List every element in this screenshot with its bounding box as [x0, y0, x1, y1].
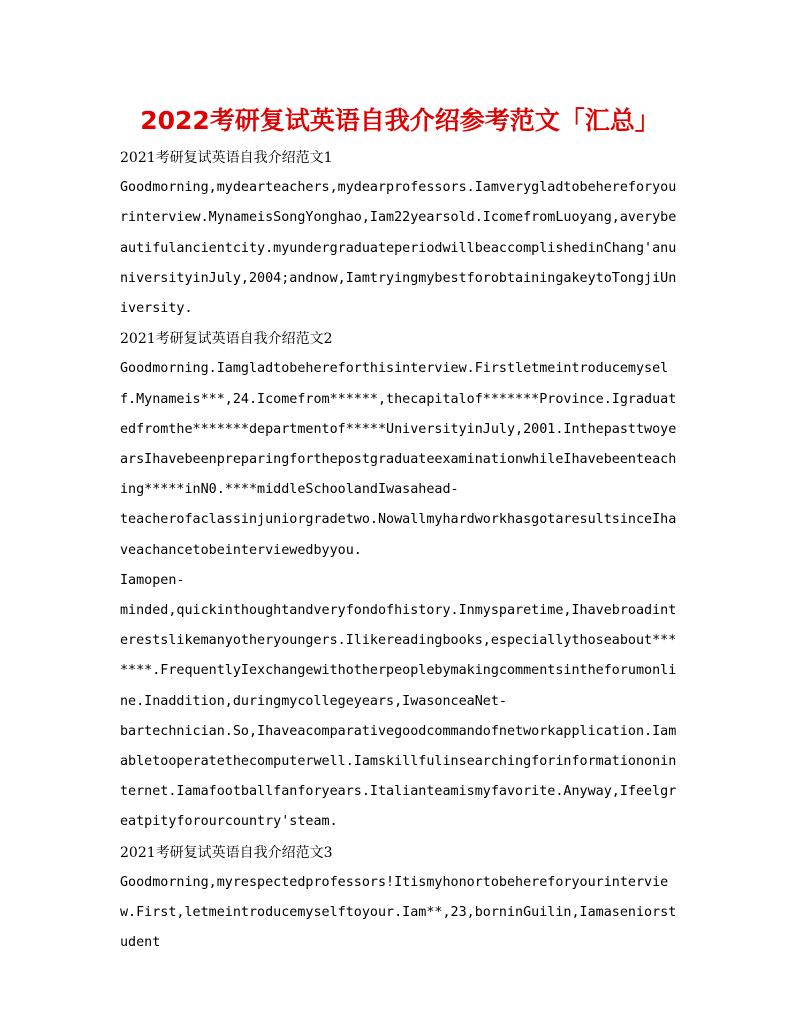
section-1-heading: 2021考研复试英语自我介绍范文1: [120, 150, 333, 166]
section-2-paragraph-2: teacherofaclassinjuniorgradetwo.NowallmyhardworkhasgotaresultsinceIhaveachancetobeinterviewedbyyou.: [120, 512, 677, 558]
section-2-paragraph-4: minded,quickinthoughtandveryfondofhistory.Inmysparetime,Ihavebroadinterestslikemanyotheryoungers.Ilikereadingbooks,especiallythoseabout*******.FrequentlyIexchangewithotherpeoplebymakingcommentsintheforumonline.Inaddition,duringmycollegeyears,IwasonceaNet-: [120, 603, 677, 709]
section-2-paragraph-5: bartechnician.So,Ihaveacomparativegoodcommandofnetworkapplication.Iamabletooperatethecomputerwell.Iamskillfulinsearchingforinformationoninternet.Iamafootballfanforyears.Italianteamismyfavorite.Anyway,Ifeelgreatpityforourcountry'steam.: [120, 723, 677, 830]
document-body: [120, 143, 678, 958]
section-1-paragraph-1: Goodmorning,mydearteachers,mydearprofessors.Iamverygladtobehereforyourinterview.MynameisSongYonghao,Iam22yearsold.IcomefromLuoyang,averybeautifulancientcity.myundergraduateperiodwillbeaccomplishedinChang'anuniversityinJuly,2004;andnow,IamtryingmybestforobtainingakeytoTongjiUniversity.: [120, 180, 677, 317]
section-2-heading: 2021考研复试英语自我介绍范文2: [120, 331, 333, 348]
section-3-paragraph-1: Goodmorning,myrespectedprofessors!Itismyhonortobehereforyourinterview.First,letmeintroducemyselftoyour.Iam**,23,borninGuilin,Iamaseniorstudent: [120, 874, 677, 951]
section-2-paragraph-3: Iamopen-: [120, 572, 185, 588]
document-title: 2022考研复试英语自我介绍参考范文「汇总」: [140, 106, 660, 135]
section-3-heading: 2021考研复试英语自我介绍范文3: [120, 844, 333, 861]
section-2-paragraph-1: Goodmorning.Iamgladtobehereforthisinterview.Firstletmeintroducemyself.Mynameis***,24.Icomefrom******,thecapitalof*******Province.Igraduatedfromthe*******departmentof*****UniversityinJuly,2001.InthepasttwoyearsIhavebeenpreparingforthepostgraduateexaminationwhileIhavebeenteaching*****inN0.****middleSchoolandIwasahead-: [120, 361, 677, 498]
